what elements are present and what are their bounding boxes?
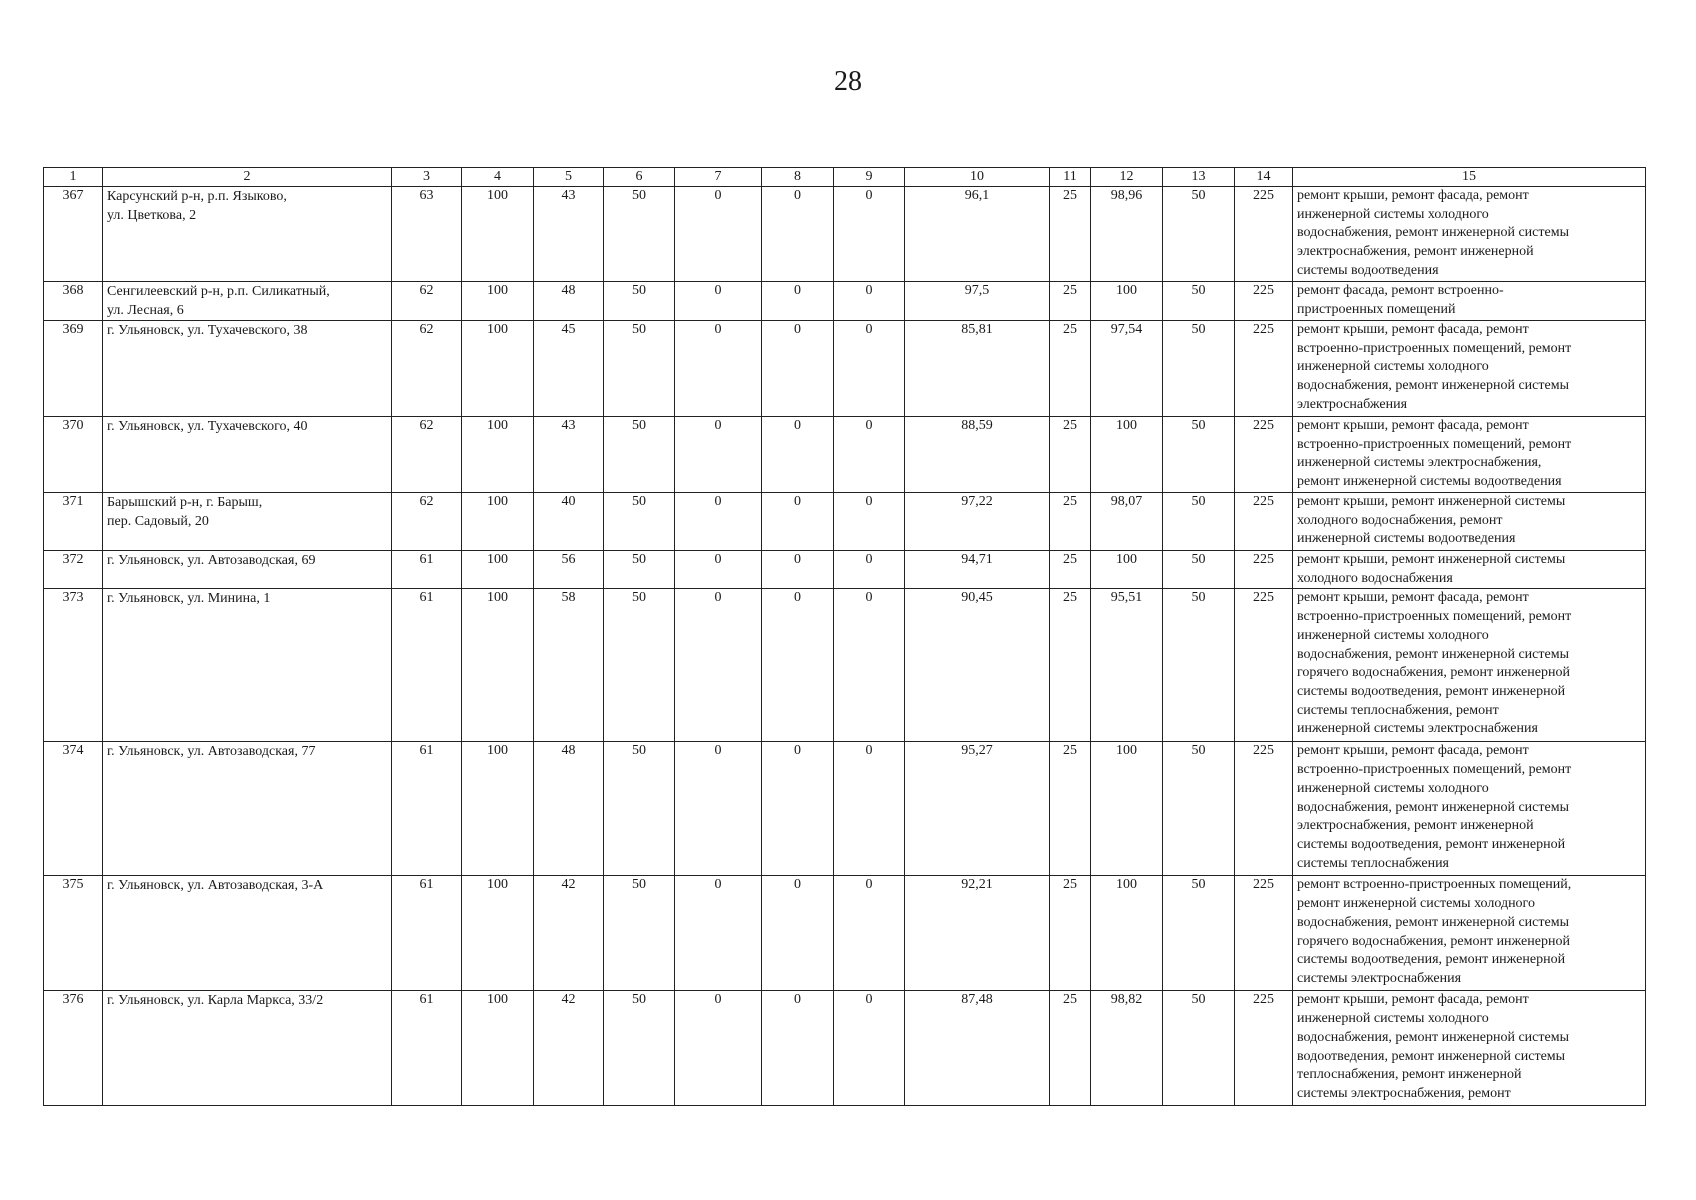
value-cell-c8: 0 xyxy=(762,876,834,991)
value-cell-c6: 50 xyxy=(604,742,675,876)
value-cell-c8: 0 xyxy=(762,742,834,876)
works-cell xyxy=(1293,187,1646,282)
works-text: ремонт крыши, ремонт фасада, ремонт инженерной системы холодного водоснабжения, ремонт инженерной системы водоотведения, ремонт инженерной системы теплоснабжения, ремонт инженерной системы электроснабжения, ремонт xyxy=(1297,992,1569,1101)
value-cell-c9: 0 xyxy=(834,321,905,417)
value-cell-c13: 50 xyxy=(1163,321,1235,417)
works-cell xyxy=(1293,589,1646,742)
row-number: 372 xyxy=(44,551,103,589)
value-cell-c3: 62 xyxy=(392,493,462,551)
address-cell xyxy=(103,187,392,282)
address-text: г. Ульяновск, ул. Карла Маркса, 33/2 xyxy=(107,993,324,1009)
value-cell-c13: 50 xyxy=(1163,417,1235,493)
value-cell-c6: 50 xyxy=(604,321,675,417)
value-cell-c10: 94,71 xyxy=(905,551,1050,589)
column-header: 6 xyxy=(604,168,675,187)
value-cell-c4: 100 xyxy=(462,551,534,589)
works-cell xyxy=(1293,493,1646,551)
address-cell xyxy=(103,551,392,589)
value-cell-c4: 100 xyxy=(462,187,534,282)
value-cell-c11: 25 xyxy=(1050,417,1091,493)
value-cell-c13: 50 xyxy=(1163,991,1235,1106)
works-cell xyxy=(1293,321,1646,417)
column-header: 12 xyxy=(1091,168,1163,187)
value-cell-c14: 225 xyxy=(1235,991,1293,1106)
table-row xyxy=(44,742,1646,876)
value-cell-c11: 25 xyxy=(1050,589,1091,742)
value-cell-c6: 50 xyxy=(604,282,675,321)
table-row xyxy=(44,187,1646,282)
column-header: 4 xyxy=(462,168,534,187)
address-text: г. Ульяновск, ул. Автозаводская, 3-А xyxy=(107,878,324,894)
value-cell-c8: 0 xyxy=(762,551,834,589)
row-number: 376 xyxy=(44,991,103,1106)
value-cell-c10: 87,48 xyxy=(905,991,1050,1106)
value-cell-c11: 25 xyxy=(1050,187,1091,282)
column-header: 7 xyxy=(675,168,762,187)
value-cell-c12: 100 xyxy=(1091,876,1163,991)
address-text: г. Ульяновск, ул. Минина, 1 xyxy=(107,591,271,607)
page-number: 28 xyxy=(834,66,862,97)
value-cell-c7: 0 xyxy=(675,991,762,1106)
value-cell-c10: 90,45 xyxy=(905,589,1050,742)
row-number: 367 xyxy=(44,187,103,282)
column-header: 13 xyxy=(1163,168,1235,187)
column-header: 10 xyxy=(905,168,1050,187)
table-row xyxy=(44,589,1646,742)
value-cell-c14: 225 xyxy=(1235,282,1293,321)
value-cell-c7: 0 xyxy=(675,493,762,551)
value-cell-c7: 0 xyxy=(675,321,762,417)
address-text: г. Ульяновск, ул. Тухачевского, 38 xyxy=(107,323,308,338)
value-cell-c9: 0 xyxy=(834,417,905,493)
value-cell-c14: 225 xyxy=(1235,876,1293,991)
value-cell-c3: 62 xyxy=(392,321,462,417)
works-cell xyxy=(1293,876,1646,991)
value-cell-c6: 50 xyxy=(604,187,675,282)
value-cell-c6: 50 xyxy=(604,876,675,991)
value-cell-c13: 50 xyxy=(1163,493,1235,551)
value-cell-c8: 0 xyxy=(762,589,834,742)
value-cell-c4: 100 xyxy=(462,417,534,493)
value-cell-c13: 50 xyxy=(1163,876,1235,991)
value-cell-c12: 100 xyxy=(1091,417,1163,493)
value-cell-c4: 100 xyxy=(462,991,534,1106)
value-cell-c10: 97,5 xyxy=(905,282,1050,321)
address-text: Сенгилеевский р-н, р.п. Силикатный, ул. Лесная, 6 xyxy=(107,284,330,318)
address-text: Барышский р-н, г. Барыш, пер. Садовый, 20 xyxy=(107,495,263,529)
row-number: 369 xyxy=(44,321,103,417)
address-text: г. Ульяновск, ул. Автозаводская, 69 xyxy=(107,553,316,568)
table-body xyxy=(44,187,1646,1106)
address-cell xyxy=(103,321,392,417)
value-cell-c10: 85,81 xyxy=(905,321,1050,417)
value-cell-c9: 0 xyxy=(834,493,905,551)
value-cell-c3: 61 xyxy=(392,589,462,742)
address-cell xyxy=(103,991,392,1106)
value-cell-c13: 50 xyxy=(1163,282,1235,321)
value-cell-c7: 0 xyxy=(675,589,762,742)
row-number: 368 xyxy=(44,282,103,321)
value-cell-c12: 98,07 xyxy=(1091,493,1163,551)
address-text: г. Ульяновск, ул. Автозаводская, 77 xyxy=(107,744,316,760)
column-header: 3 xyxy=(392,168,462,187)
table-row xyxy=(44,282,1646,321)
value-cell-c7: 0 xyxy=(675,187,762,282)
value-cell-c12: 98,96 xyxy=(1091,187,1163,282)
value-cell-c7: 0 xyxy=(675,742,762,876)
value-cell-c4: 100 xyxy=(462,876,534,991)
value-cell-c3: 62 xyxy=(392,282,462,321)
value-cell-c5: 42 xyxy=(534,991,604,1106)
value-cell-c3: 61 xyxy=(392,742,462,876)
value-cell-c5: 58 xyxy=(534,589,604,742)
works-cell xyxy=(1293,551,1646,589)
table-row xyxy=(44,493,1646,551)
works-cell xyxy=(1293,742,1646,876)
works-cell xyxy=(1293,282,1646,321)
value-cell-c4: 100 xyxy=(462,589,534,742)
value-cell-c14: 225 xyxy=(1235,551,1293,589)
column-header: 1 xyxy=(44,168,103,187)
works-text: ремонт фасада, ремонт встроенно- пристроенных помещений xyxy=(1297,283,1504,317)
value-cell-c10: 92,21 xyxy=(905,876,1050,991)
value-cell-c5: 45 xyxy=(534,321,604,417)
table-row xyxy=(44,417,1646,493)
column-header: 9 xyxy=(834,168,905,187)
value-cell-c3: 61 xyxy=(392,876,462,991)
header-row xyxy=(44,168,1646,187)
value-cell-c13: 50 xyxy=(1163,742,1235,876)
address-cell xyxy=(103,876,392,991)
column-header: 8 xyxy=(762,168,834,187)
works-text: ремонт крыши, ремонт фасада, ремонт инженерной системы холодного водоснабжения, ремонт инженерной системы электроснабжения, ремонт инженерной системы водоотведения xyxy=(1297,188,1569,278)
value-cell-c5: 43 xyxy=(534,187,604,282)
works-cell xyxy=(1293,991,1646,1106)
repair-program-table xyxy=(43,167,1646,1106)
value-cell-c10: 95,27 xyxy=(905,742,1050,876)
value-cell-c5: 40 xyxy=(534,493,604,551)
value-cell-c8: 0 xyxy=(762,187,834,282)
address-cell xyxy=(103,742,392,876)
address-cell xyxy=(103,282,392,321)
value-cell-c10: 96,1 xyxy=(905,187,1050,282)
value-cell-c11: 25 xyxy=(1050,742,1091,876)
table-row xyxy=(44,991,1646,1106)
works-cell xyxy=(1293,417,1646,493)
value-cell-c10: 88,59 xyxy=(905,417,1050,493)
value-cell-c8: 0 xyxy=(762,417,834,493)
value-cell-c4: 100 xyxy=(462,282,534,321)
column-header: 14 xyxy=(1235,168,1293,187)
row-number: 374 xyxy=(44,742,103,876)
works-text: ремонт крыши, ремонт инженерной системы холодного водоснабжения xyxy=(1297,552,1566,586)
value-cell-c7: 0 xyxy=(675,417,762,493)
value-cell-c13: 50 xyxy=(1163,589,1235,742)
value-cell-c11: 25 xyxy=(1050,321,1091,417)
column-header: 11 xyxy=(1050,168,1091,187)
value-cell-c8: 0 xyxy=(762,991,834,1106)
value-cell-c5: 48 xyxy=(534,742,604,876)
works-text: ремонт встроенно-пристроенных помещений, ремонт инженерной системы холодного водоснабжения, ремонт инженерной системы горячего водоснабжения, ремонт инженерной системы водоотведения, ремонт инженерной системы электроснабжения xyxy=(1297,877,1572,986)
value-cell-c9: 0 xyxy=(834,589,905,742)
works-text: ремонт крыши, ремонт фасада, ремонт встроенно-пристроенных помещений, ремонт инженерной системы холодного водоснабжения, ремонт инженерной системы электроснабжения, ремонт инженерной системы водоотведения, ремонт инженерной системы теплоснабжения xyxy=(1297,743,1572,871)
value-cell-c4: 100 xyxy=(462,493,534,551)
address-cell xyxy=(103,493,392,551)
column-header: 15 xyxy=(1293,168,1646,187)
address-text: г. Ульяновск, ул. Тухачевского, 40 xyxy=(107,419,308,434)
works-text: ремонт крыши, ремонт фасада, ремонт встроенно-пристроенных помещений, ремонт инженерной системы электроснабжения, ремонт инженерной системы водоотведения xyxy=(1297,418,1572,490)
value-cell-c9: 0 xyxy=(834,991,905,1106)
value-cell-c14: 225 xyxy=(1235,742,1293,876)
value-cell-c8: 0 xyxy=(762,493,834,551)
value-cell-c5: 43 xyxy=(534,417,604,493)
works-text: ремонт крыши, ремонт фасада, ремонт встроенно-пристроенных помещений, ремонт инженерной системы холодного водоснабжения, ремонт инженерной системы горячего водоснабжения, ремонт инженерной системы водоотведения, ремонт инженерной системы теплоснабжения, ремонт инженерной системы электроснабжения xyxy=(1297,590,1572,737)
value-cell-c3: 63 xyxy=(392,187,462,282)
value-cell-c13: 50 xyxy=(1163,187,1235,282)
value-cell-c5: 48 xyxy=(534,282,604,321)
column-header: 5 xyxy=(534,168,604,187)
value-cell-c10: 97,22 xyxy=(905,493,1050,551)
value-cell-c3: 62 xyxy=(392,417,462,493)
value-cell-c11: 25 xyxy=(1050,282,1091,321)
column-header: 2 xyxy=(103,168,392,187)
value-cell-c4: 100 xyxy=(462,742,534,876)
value-cell-c9: 0 xyxy=(834,282,905,321)
value-cell-c14: 225 xyxy=(1235,321,1293,417)
row-number: 371 xyxy=(44,493,103,551)
works-text: ремонт крыши, ремонт инженерной системы холодного водоснабжения, ремонт инженерной системы водоотведения xyxy=(1297,494,1566,547)
value-cell-c3: 61 xyxy=(392,991,462,1106)
value-cell-c8: 0 xyxy=(762,321,834,417)
row-number: 375 xyxy=(44,876,103,991)
value-cell-c5: 56 xyxy=(534,551,604,589)
value-cell-c7: 0 xyxy=(675,551,762,589)
value-cell-c14: 225 xyxy=(1235,187,1293,282)
table-row xyxy=(44,551,1646,589)
value-cell-c7: 0 xyxy=(675,876,762,991)
value-cell-c6: 50 xyxy=(604,493,675,551)
value-cell-c9: 0 xyxy=(834,551,905,589)
value-cell-c14: 225 xyxy=(1235,417,1293,493)
value-cell-c11: 25 xyxy=(1050,991,1091,1106)
address-cell xyxy=(103,417,392,493)
value-cell-c3: 61 xyxy=(392,551,462,589)
value-cell-c6: 50 xyxy=(604,991,675,1106)
value-cell-c12: 100 xyxy=(1091,282,1163,321)
value-cell-c7: 0 xyxy=(675,282,762,321)
value-cell-c13: 50 xyxy=(1163,551,1235,589)
value-cell-c14: 225 xyxy=(1235,493,1293,551)
row-number: 370 xyxy=(44,417,103,493)
value-cell-c11: 25 xyxy=(1050,551,1091,589)
value-cell-c5: 42 xyxy=(534,876,604,991)
value-cell-c12: 97,54 xyxy=(1091,321,1163,417)
value-cell-c8: 0 xyxy=(762,282,834,321)
address-cell xyxy=(103,589,392,742)
value-cell-c6: 50 xyxy=(604,551,675,589)
value-cell-c6: 50 xyxy=(604,589,675,742)
value-cell-c12: 95,51 xyxy=(1091,589,1163,742)
value-cell-c4: 100 xyxy=(462,321,534,417)
value-cell-c11: 25 xyxy=(1050,876,1091,991)
table-row xyxy=(44,321,1646,417)
table-row xyxy=(44,876,1646,991)
row-number: 373 xyxy=(44,589,103,742)
works-text: ремонт крыши, ремонт фасада, ремонт встроенно-пристроенных помещений, ремонт инженерной системы холодного водоснабжения, ремонт инженерной системы электроснабжения xyxy=(1297,322,1572,412)
value-cell-c12: 100 xyxy=(1091,742,1163,876)
value-cell-c14: 225 xyxy=(1235,589,1293,742)
value-cell-c12: 100 xyxy=(1091,551,1163,589)
value-cell-c11: 25 xyxy=(1050,493,1091,551)
address-text: Карсунский р-н, р.п. Языково, ул. Цветкова, 2 xyxy=(107,189,287,223)
value-cell-c9: 0 xyxy=(834,742,905,876)
value-cell-c9: 0 xyxy=(834,876,905,991)
value-cell-c12: 98,82 xyxy=(1091,991,1163,1106)
value-cell-c9: 0 xyxy=(834,187,905,282)
value-cell-c6: 50 xyxy=(604,417,675,493)
